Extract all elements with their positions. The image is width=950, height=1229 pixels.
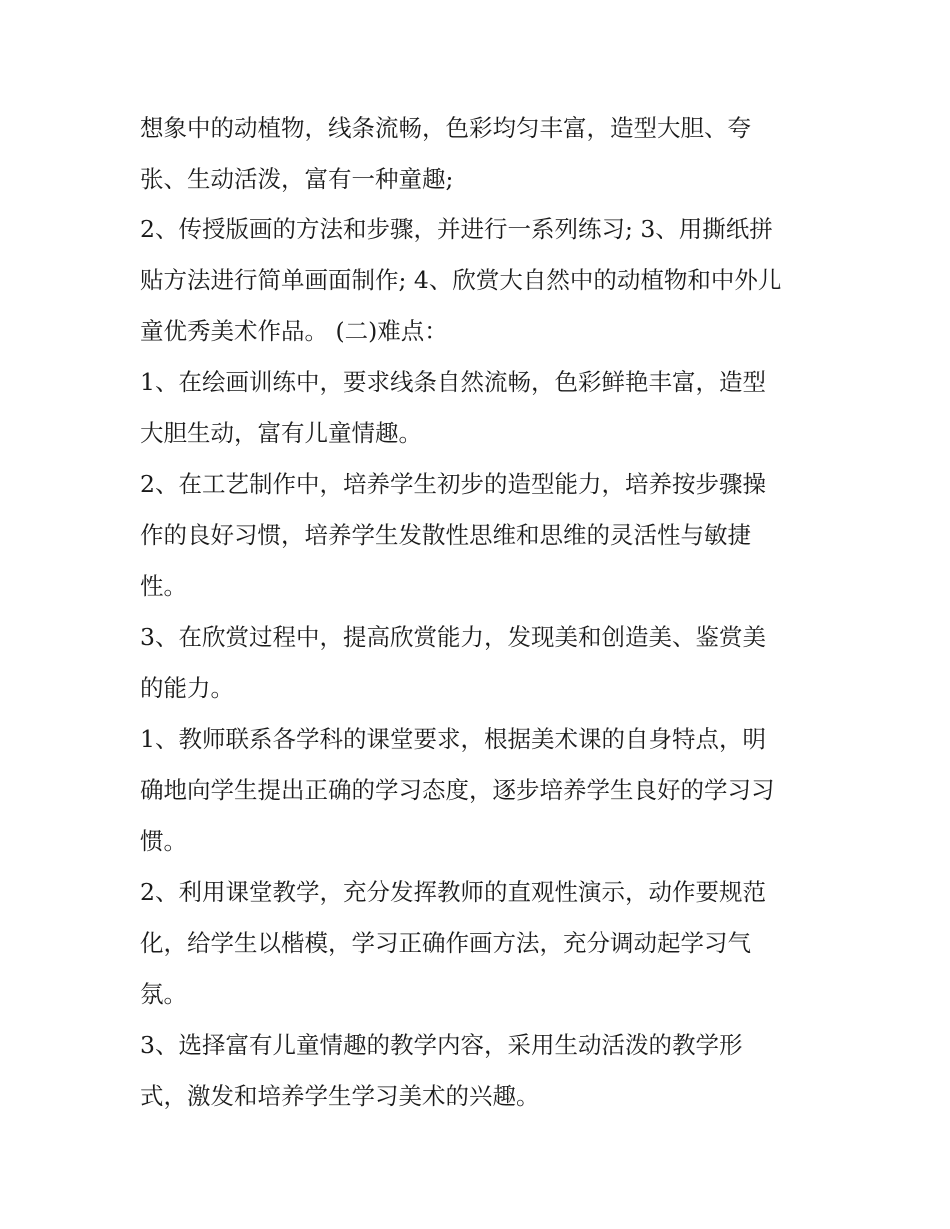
text-line: 童优秀美术作品。 (二)难点： [140, 317, 448, 345]
text-line: 式，激发和培养学生学习美术的兴趣。 [140, 1082, 540, 1110]
text-line: 性。 [140, 572, 187, 600]
text-line: 作的良好习惯，培养学生发散性思维和思维的灵活性与敏捷 [140, 521, 751, 549]
text-line: 贴方法进行简单画面制作; 4、欣赏大自然中的动植物和中外儿 [140, 266, 782, 294]
text-line: 2、利用课堂教学，充分发挥教师的直观性演示，动作要规范 [140, 878, 766, 906]
text-line: 2、在工艺制作中，培养学生初步的造型能力，培养按步骤操 [140, 470, 766, 498]
text-line: 惯。 [140, 827, 187, 855]
text-line: 确地向学生提出正确的学习态度，逐步培养学生良好的学习习 [140, 776, 775, 804]
text-line: 1、教师联系各学科的课堂要求，根据美术课的自身特点，明 [140, 725, 766, 753]
text-line: 3、选择富有儿童情趣的教学内容，采用生动活泼的教学形 [140, 1031, 743, 1059]
text-line: 的能力。 [140, 674, 234, 702]
text-line: 化，给学生以楷模，学习正确作画方法，充分调动起学习气 [140, 929, 751, 957]
text-line: 张、生动活泼，富有一种童趣; [140, 165, 454, 193]
text-line: 氛。 [140, 980, 187, 1008]
text-line: 2、传授版画的方法和步骤，并进行一系列练习; 3、用撕纸拼 [140, 215, 773, 243]
text-line: 想象中的动植物，线条流畅，色彩均匀丰富，造型大胆、夸 [140, 114, 751, 142]
text-line: 3、在欣赏过程中，提高欣赏能力，发现美和创造美、鉴赏美 [140, 623, 766, 651]
text-line: 1、在绘画训练中，要求线条自然流畅，色彩鲜艳丰富，造型 [140, 368, 766, 396]
text-line: 大胆生动，富有儿童情趣。 [140, 419, 422, 447]
